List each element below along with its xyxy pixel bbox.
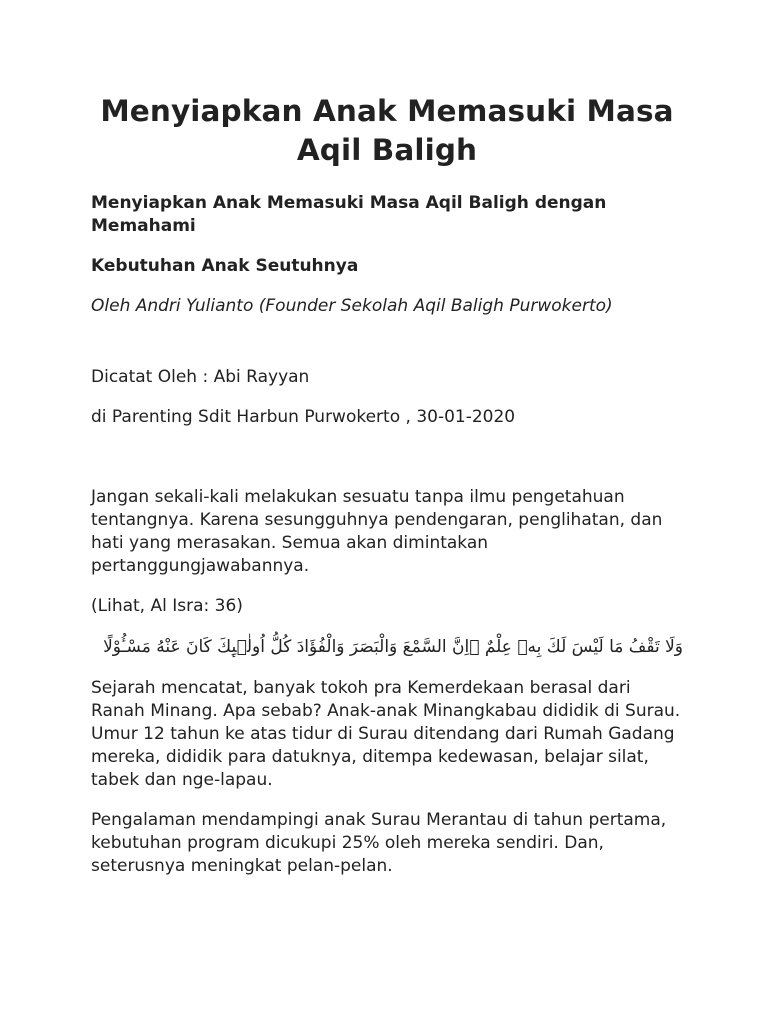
quote-paragraph: Jangan sekali-kali melakukan sesuatu tanpa ilmu pengetahuan tentangnya. Karena sesungguhnya pendengaran, penglihatan, dan hati yang merasakan. Semua akan dimintakan pertanggungjawabannya.: [91, 487, 663, 576]
history-paragraph: Sejarah mencatat, banyak tokoh pra Kemerdekaan berasal dari Ranah Minang. Apa sebab? Anak-anak Minangkabau dididik di Surau. Umur 12 tahun ke atas tidur di Surau ditendang dari Rumah Gadang mereka, dididik para datuknya, ditempa kedewasan, belajar silat, tabek dan nge-lapau.: [91, 678, 681, 790]
arabic-verse: وَلَا تَقْفُ مَا لَيْسَ لَكَ بِهٖ عِلْمٌ ۗاِنَّ السَّمْعَ وَالْبَصَرَ وَالْفُؤَادَ كُلُّ اُولٰۤىِٕكَ كَانَ عَنْهُ مَسْـُٔوْلًا: [103, 637, 683, 657]
experience-paragraph: Pengalaman mendampingi anak Surau Merantau di tahun pertama, kebutuhan program dicukupi 25% oleh mereka sendiri. Dan, seterusnya meningkat pelan-pelan.: [91, 810, 667, 876]
document-title: Menyiapkan Anak Memasuki Masa Aqil Baligh: [100, 94, 674, 167]
document-subtitle-continued: Kebutuhan Anak Seutuhnya: [91, 256, 359, 276]
quran-reference: (Lihat, Al Isra: 36): [91, 596, 243, 616]
document-page: [91, 92, 683, 878]
document-subtitle: Menyiapkan Anak Memasuki Masa Aqil Baligh dengan Memahami: [91, 193, 607, 236]
venue-date-line: di Parenting Sdit Harbun Purwokerto , 30-01-2020: [91, 407, 516, 427]
recorder-line: Dicatat Oleh : Abi Rayyan: [91, 367, 310, 387]
author-line: Oleh Andri Yulianto (Founder Sekolah Aqil Baligh Purwokerto): [91, 296, 613, 316]
